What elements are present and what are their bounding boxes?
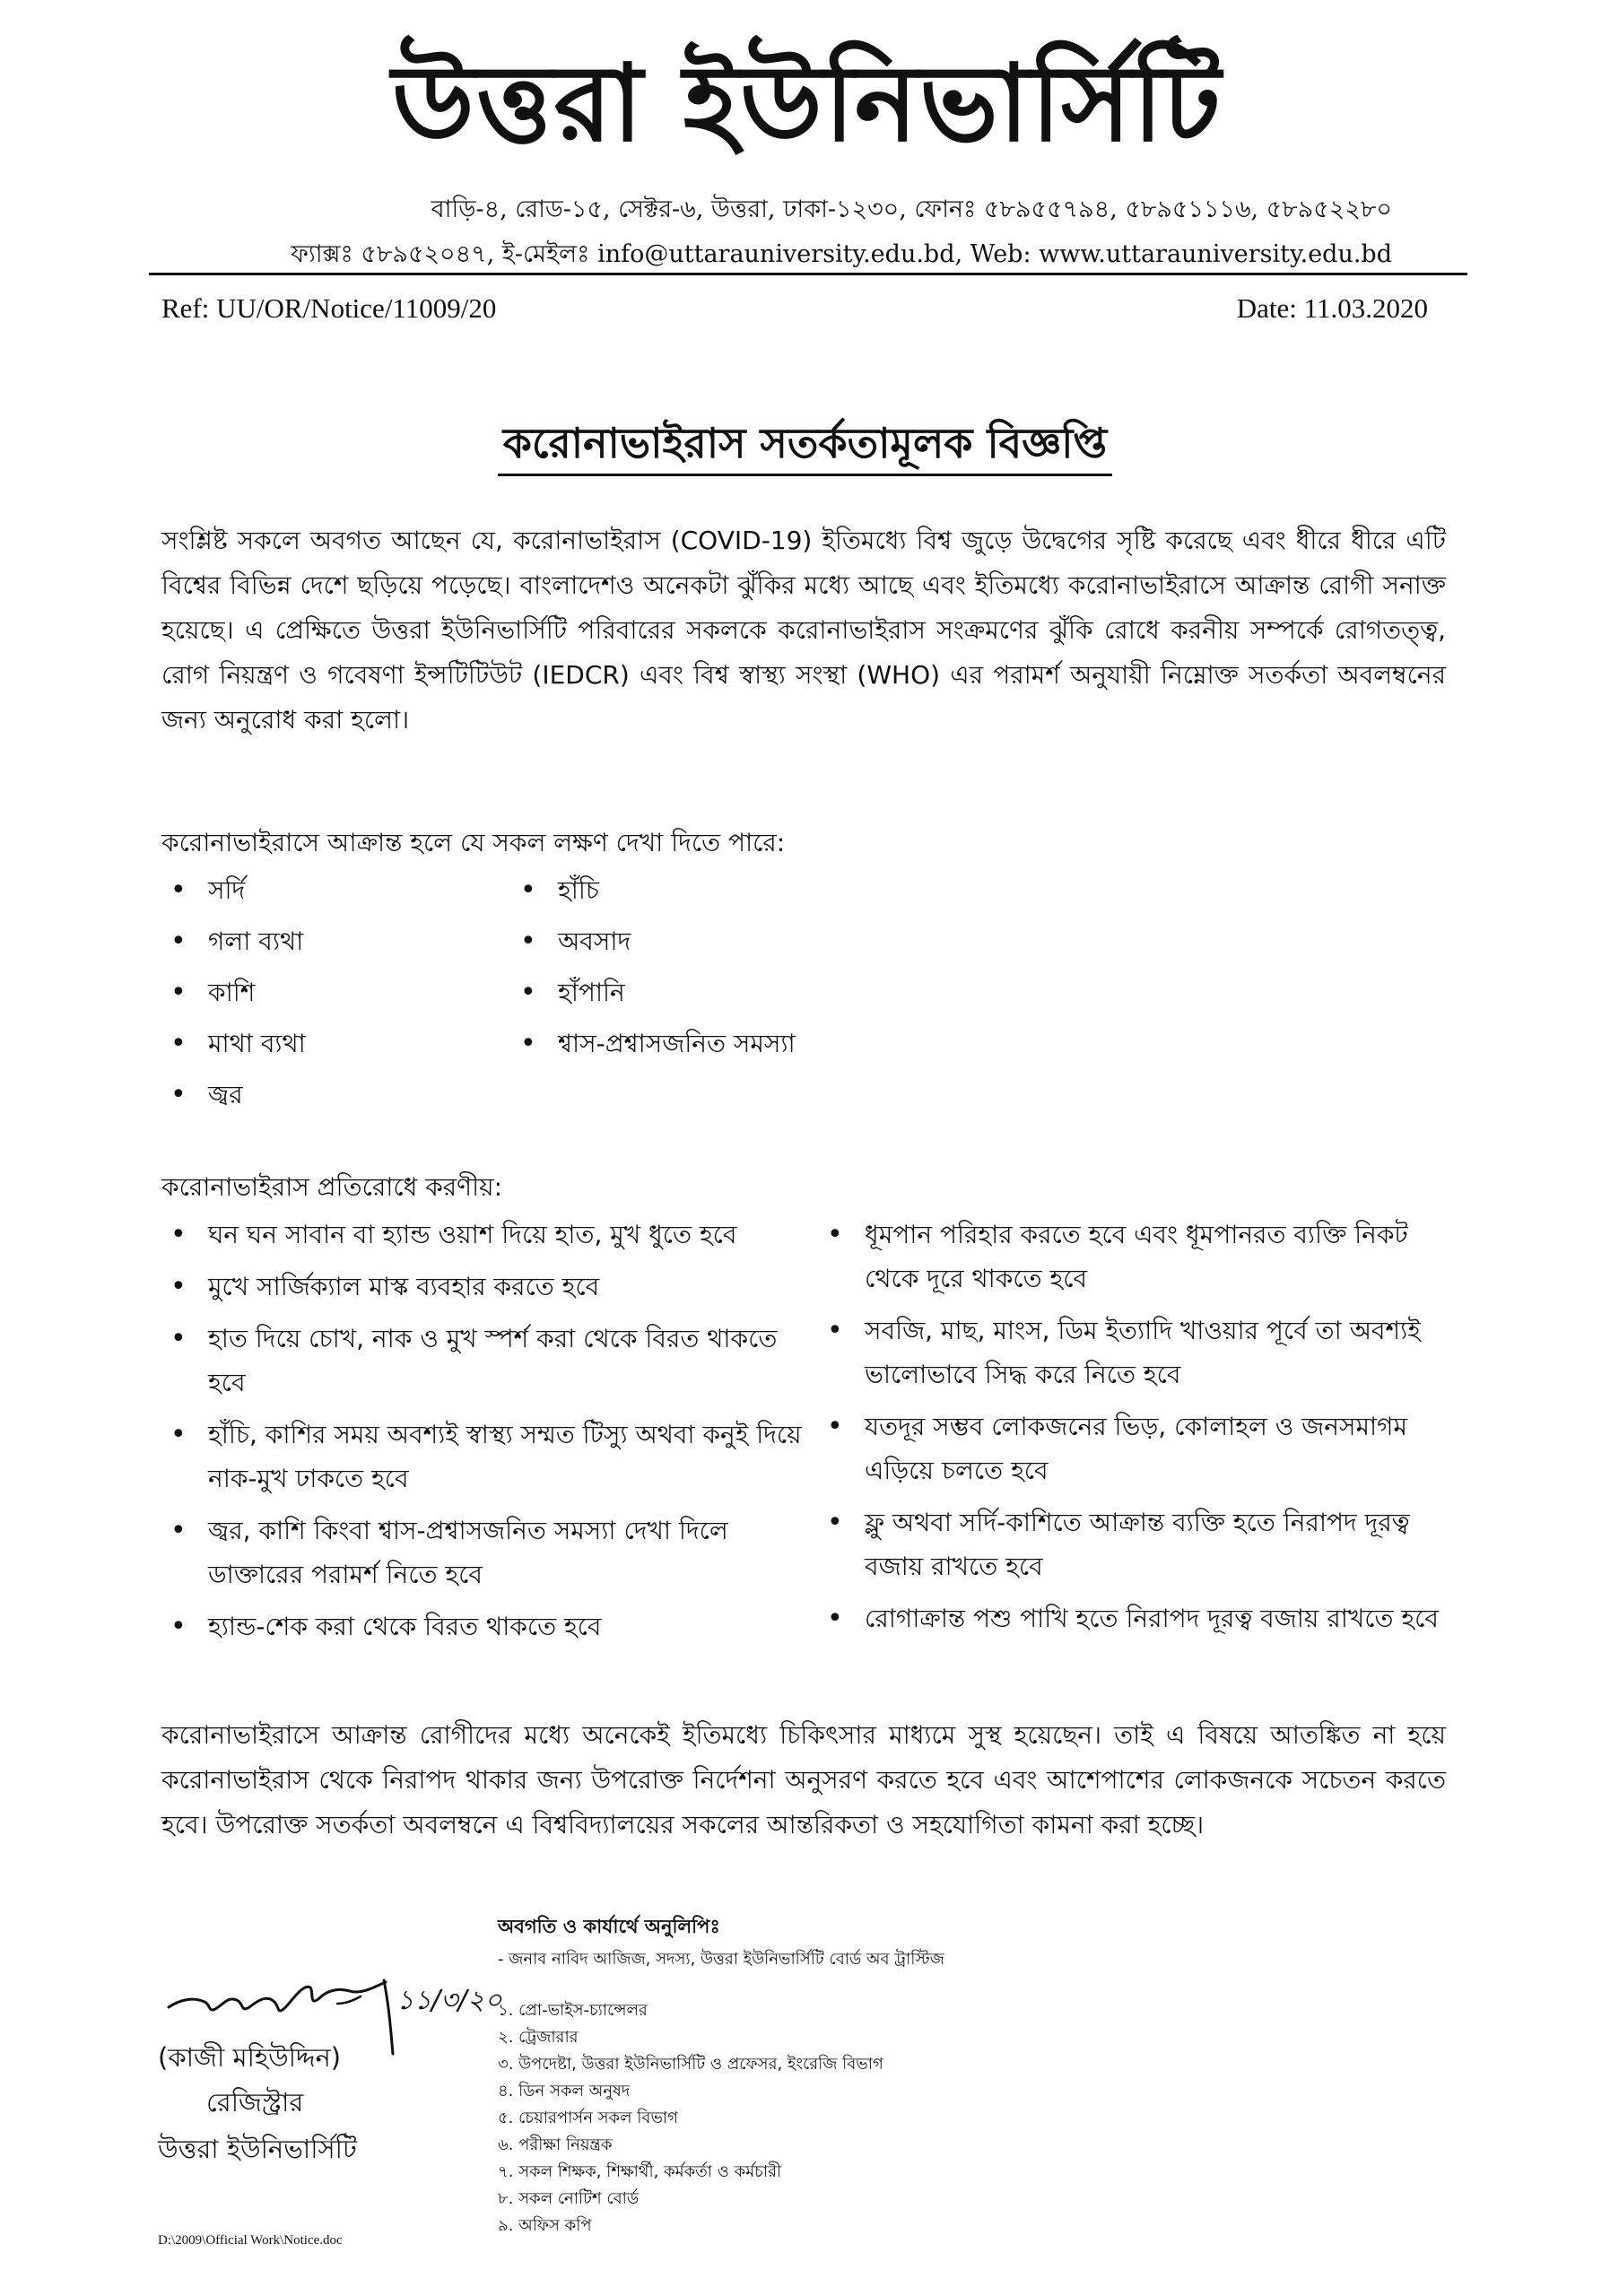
list-item: • শ্বাস-প্রশ্বাসজনিত সমস্যা <box>511 1022 1049 1065</box>
list-item: • সর্দি <box>161 868 484 912</box>
list-item: ৯. অফিস কপি <box>498 2216 592 2235</box>
list-item: ৩. উপদেষ্টা, উত্তরা ইউনিভার্সিটি ও প্রফেসর, ইংরেজি বিভাগ <box>498 2055 883 2074</box>
list-item: • হাত দিয়ে চোখ, নাক ও মুখ স্পর্শ করা থেকে বিরত থাকতে হবে <box>161 1317 807 1405</box>
list-item: • ঘন ঘন সাবান বা হ্যান্ড ওয়াশ দিয়ে হাত, মুখ ধুতে হবে <box>161 1213 807 1257</box>
list-item: ২. ট্রেজারার <box>498 2028 579 2047</box>
list-item: • হাঁপানি <box>511 970 1049 1014</box>
symptoms-list-right <box>511 868 1049 1073</box>
list-item: • ধূমপান পরিহার করতে হবে এবং ধূমপানরত ব্যক্তি নিকট থেকে দূরে থাকতে হবে <box>818 1213 1446 1300</box>
header-divider <box>149 273 1467 275</box>
copy-to-title: অবগতি ও কার্যার্থে অনুলিপিঃ <box>498 1916 720 1937</box>
list-item: ৫. চেয়ারপার্সন সকল বিভাগ <box>498 2109 678 2127</box>
prevention-list-right <box>818 1213 1446 1648</box>
list-item: • যতদূর সম্ভব লোকজনের ভিড়, কোলাহল ও জনসমাগম এড়িয়ে চলতে হবে <box>818 1405 1446 1492</box>
list-item: • মাথা ব্যথা <box>161 1022 484 1065</box>
signatory-name: (কাজী মহিউদ্দিন) <box>158 2042 342 2073</box>
signatory-designation: রেজিস্ট্রার <box>206 2087 304 2118</box>
list-item: • ফ্লু অথবা সর্দি-কাশিতে আক্রান্ত ব্যক্তি হতে নিরাপদ দূরত্ব বজায় রাখতে হবে <box>818 1500 1446 1588</box>
closing-paragraph: করোনাভাইরাসে আক্রান্ত রোগীদের মধ্যে অনেকেই ইতিমধ্যে চিকিৎসার মাধ্যমে সুস্থ হয়েছেন। তাই এ বিষয়ে আতঙ্কিত না হয়ে করোনাভাইরাস থেকে নিরাপদ থাকার জন্য উপরোক্ত নির্দেশনা অনুসরণ করতে হবে এবং আশেপাশের লোকজনকে সচেতন করতে হবে। উপরোক্ত সতর্কতা অবলম্বনে এ বিশ্ববিদ্যালয়ের সকলের আন্তরিকতা ও সহযোগিতা কামনা করা হচ্ছে। <box>161 1720 1446 1839</box>
list-item: • রোগাক্রান্ত পশু পাখি হতে নিরাপদ দূরত্ব বজায় রাখতে হবে <box>818 1596 1446 1640</box>
list-item: ৮. সকল নোটিশ বোর্ড <box>498 2189 640 2208</box>
list-item: • হ্যান্ড-শেক করা থেকে বিরত থাকতে হবে <box>161 1605 807 1648</box>
list-item: ১. প্রো-ভাইস-চ্যান্সেলর <box>498 2001 648 2020</box>
list-item: • হাঁচি <box>511 868 1049 912</box>
list-item: • জ্বর <box>161 1073 484 1117</box>
notice-date: Date: 11.03.2020 <box>1236 292 1428 324</box>
list-item: • কাশি <box>161 970 484 1014</box>
copy-to-list <box>498 1997 883 2239</box>
prevention-list-left <box>161 1213 807 1657</box>
list-item: • অবসাদ <box>511 919 1049 963</box>
notice-title <box>0 414 1610 483</box>
intro-paragraph: সংশ্লিষ্ট সকলে অবগত আছেন যে, করোনাভাইরাস (COVID-19) ইতিমধ্যে বিশ্ব জুড়ে উদ্বেগের সৃষ্টি করেছে এবং ধীরে ধীরে এটি বিশ্বের বিভিন্ন দেশে ছড়িয়ে পড়েছে। বাংলাদেশও অনেকটা ঝুঁকির মধ্যে আছে এবং ইতিমধ্যে করোনাভাইরাসে আক্রান্ত রোগী সনাক্ত হয়েছে। এ প্রেক্ষিতে উত্তরা ইউনিভার্সিটি পরিবারের সকলকে করোনাভাইরাস সংক্রমণের ঝুঁকি রোধে করনীয় সম্পর্কে রোগতত্ত্ব, রোগ নিয়ন্ত্রণ ও গবেষণা ইন্সটিটিউট (IEDCR) এবং বিশ্ব স্বাস্থ্য সংস্থা (WHO) এর পরামর্শ অনুযায়ী নিম্নোক্ত সতর্কতা অবলম্বনের জন্য অনুরোধ করা হলো। <box>161 526 1446 735</box>
list-item: ৪. ডিন সকল অনুষদ <box>498 2082 631 2100</box>
address-line: বাড়ি-৪, রোড-১৫, সেক্টর-৬, উত্তরা, ঢাকা-১২৩০, ফোনঃ ৫৮৯৫৫৭৯৪, ৫৮৯৫১১১৬, ৫৮৯৫২২৮০ <box>431 196 1392 223</box>
copy-to-subtitle: - জনাব নাবিদ আজিজ, সদস্য, উত্তরা ইউনিভার্সিটি বোর্ড অব ট্রাস্টিজ <box>498 1950 944 1969</box>
notice-title-text: করোনাভাইরাস সতর্কতামূলক বিজ্ঞপ্তি <box>498 414 1112 476</box>
contact-line: ফ্যাক্সঃ ৫৮৯৫২০৪৭, ই-মেইলঃ info@uttarauniversity.edu.bd, Web: www.uttarauniversity.edu.bd <box>291 240 1392 268</box>
signatory-organization: উত্তরা ইউনিভার্সিটি <box>158 2134 357 2164</box>
symptoms-list-left <box>161 868 484 1124</box>
list-item: • হাঁচি, কাশির সময় অবশ্যই স্বাস্থ্য সম্মত টিস্যু অথবা কনুই দিয়ে নাক-মুখ ঢাকতে হবে <box>161 1413 807 1500</box>
signature-date: ১১/৩/২০ <box>396 1985 502 2016</box>
list-item: • জ্বর, কাশি কিংবা শ্বাস-প্রশ্বাসজনিত সমস্যা দেখা দিলে ডাক্তারের পরামর্শ নিতে হবে <box>161 1509 807 1596</box>
list-item: ৭. সকল শিক্ষক, শিক্ষার্থী, কর্মকর্তা ও কর্মচারী <box>498 2162 782 2181</box>
file-path: D:\2009\Official Work\Notice.doc <box>158 2233 343 2248</box>
list-item: • সবজি, মাছ, মাংস, ডিম ইত্যাদি খাওয়ার পূর্বে তা অবশ্যই ভালোভাবে সিদ্ধ করে নিতে হবে <box>818 1309 1446 1396</box>
list-item: • মুখে সার্জিক্যাল মাস্ক ব্যবহার করতে হবে <box>161 1265 807 1309</box>
list-item: ৬. পরীক্ষা নিয়ন্ত্রক <box>498 2135 613 2154</box>
symptoms-heading: করোনাভাইরাসে আক্রান্ত হলে যে সকল লক্ষণ দেখা দিতে পারে: <box>161 828 786 857</box>
reference-number: Ref: UU/OR/Notice/11009/20 <box>161 292 497 324</box>
university-name-heading: উত্তরা ইউনিভার্সিটি <box>392 40 1223 165</box>
prevention-heading: করোনাভাইরাস প্রতিরোধে করণীয়: <box>161 1172 503 1202</box>
list-item: • গলা ব্যথা <box>161 919 484 963</box>
